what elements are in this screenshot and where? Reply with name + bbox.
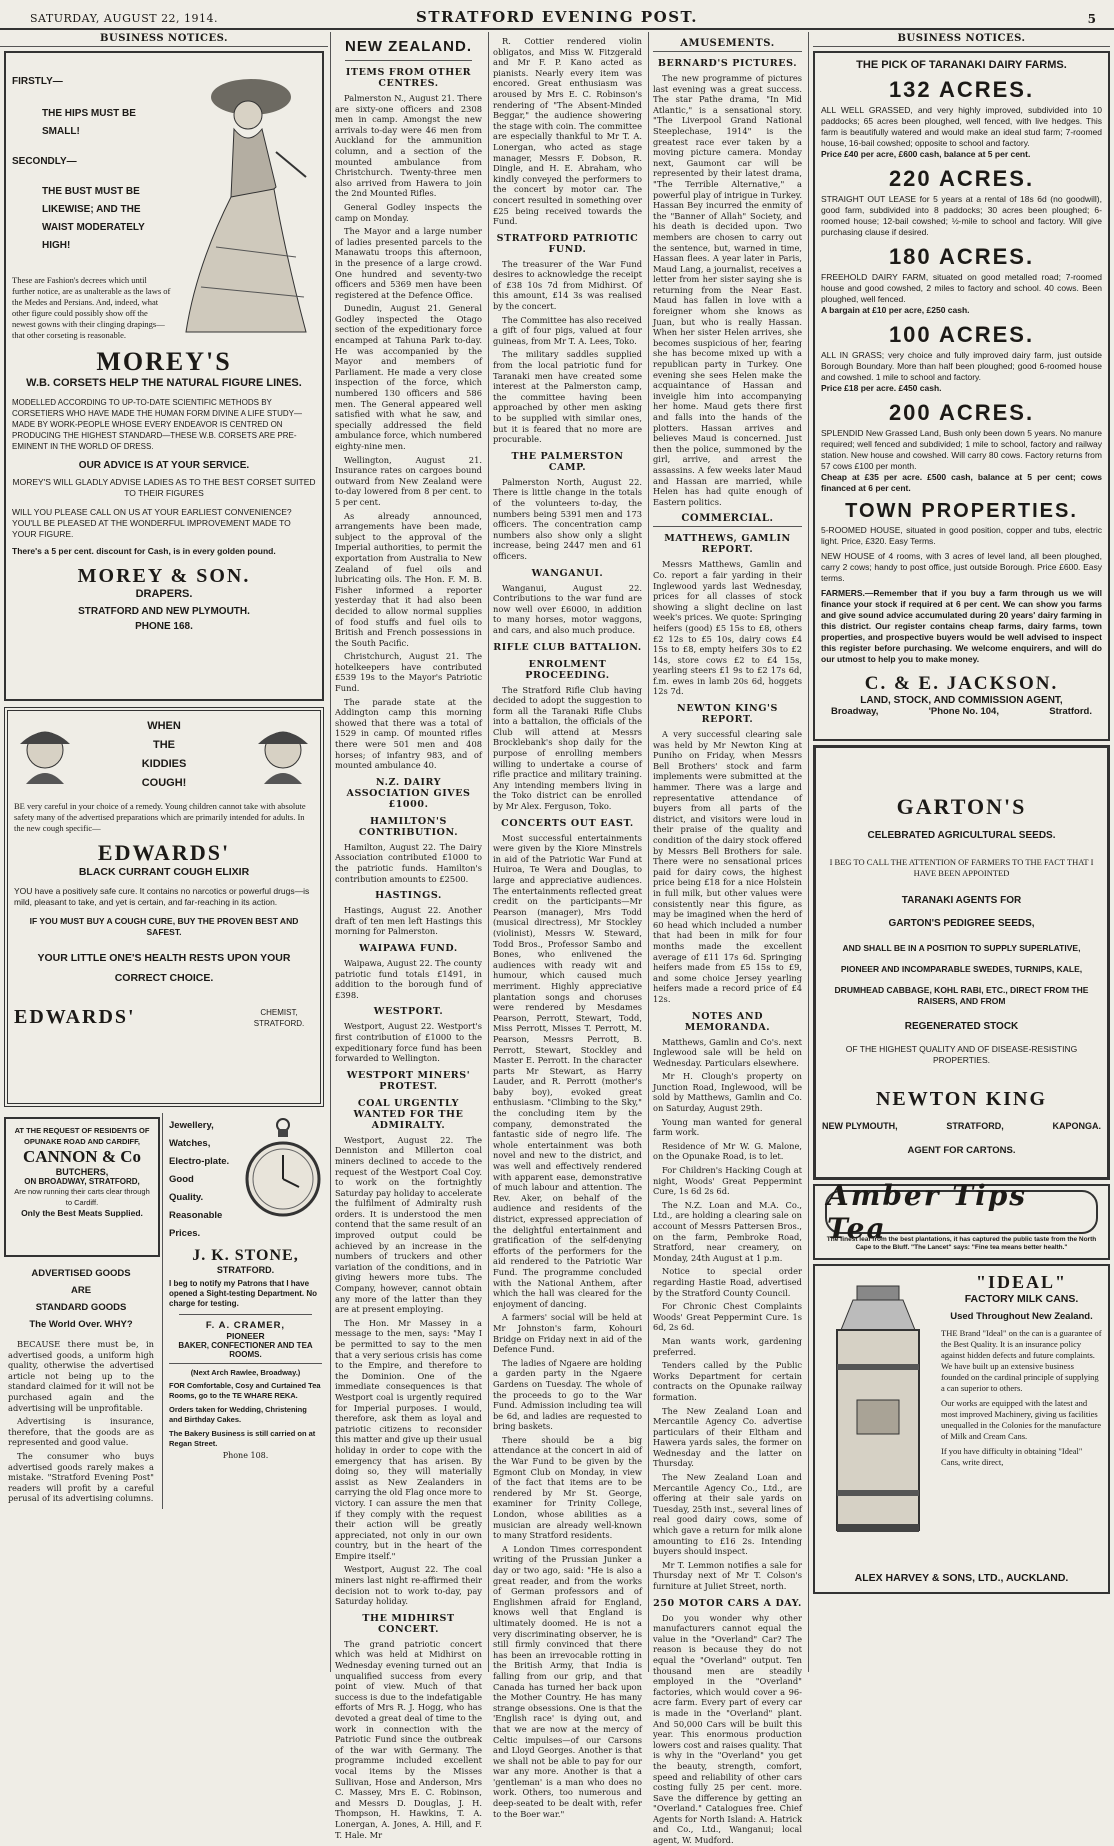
news-paragraph: Palmerston North, August 22. There is little change in the totals of the volunteers to-day, the numbers being 5391 men and 173 officers. The concentration camp numbers also show only a slight increase, being 2447 men and 61 officers. (493, 476, 642, 561)
adv-line3: STANDARD GOODS (35, 1302, 127, 1313)
news-paragraph: The military saddles supplied from the local patriotic fund for Taranaki men have created some interest at the Palmerston camp, the committee having been approached by other men asking to be supplied with similar ones, but it is feared that no more are procurable. (493, 349, 642, 445)
notes-memoranda-heading: NOTES AND MEMORANDA. (684, 1010, 771, 1033)
child-left-illustration (14, 724, 76, 786)
items-from-other-centres: ITEMS FROM OTHER CENTRES. (345, 67, 472, 89)
news-paragraph: Mr T. Lemmon notifies a sale for Thursday next of Mr T. Colson's furniture at Juliet Street, north. (653, 1559, 802, 1591)
cannon-name: CANNON & Co (22, 1147, 142, 1166)
cramer-location: (Next Arch Rawlee, Broadway.) (190, 1368, 301, 1377)
adv-line2: ARE (70, 1285, 92, 1296)
issue-date: SATURDAY, AUGUST 22, 1914. (30, 12, 219, 25)
cannon-request: AT THE REQUEST OF RESIDENTS OF OPUNAKE ROAD AND CARDIFF, (14, 1126, 150, 1146)
morey-call-text: WILL YOU PLEASE CALL ON US AT YOUR EARLIEST CONVENIENCE? YOU'LL BE PLEASED AT THE WONDERFUL IMPROVEMENT MADE TO YOUR FIGURE. (12, 507, 292, 539)
edwards-health: YOUR LITTLE ONE'S HEALTH RESTS UPON YOUR CORRECT CHOICE. (37, 952, 291, 984)
stone-reasonable: Reasonable (169, 1210, 223, 1221)
jackson-phone: 'Phone No. 104, (928, 706, 999, 717)
news-paragraph: The N.Z. Loan and M.A. Co., Ltd., are holding a clearing sale on account of Messrs Pattersen Bros., on the farm, Pembroke Road, Stratford, near creamery, on Monday, 24th August at 1 p.m. (653, 1199, 802, 1263)
morey-modelled-text: MODELLED ACCORDING TO UP-TO-DATE SCIENTIFIC METHODS BY CORSETIERS WHO HAVE MADE THE HUMAN FORM DIVINE A LIFE STUDY—MADE BY WORK-PEOPLE WHOSE EVERY ENDEAVOR IS CENTRED ON PRODUCING THE HIGHEST STANDARD—THESE W.B. CORSETS ARE PRE-EMINENT IN THE WORLD OF DRESS. (12, 398, 302, 451)
westport-miners-heading: WESTPORT MINERS' PROTEST. (346, 1069, 471, 1092)
edwards-safe-cure: YOU have a positively safe cure. It contains no narcotics or powerful drugs—is mild, pleasant to take, and yet is certain, and far-reaching in its action. (14, 886, 310, 907)
farm-price: Price £40 per acre, £600 cash, balance at 5 per cent. (821, 149, 1031, 159)
news-paragraph: General Godley inspects the camp on Monday. (335, 201, 482, 223)
news-paragraph: The Mayor and a large number of ladies presented parcels to the Manawatu troops this afternoon, in the presence of a large crowd. One hundred and seventy-two officers and 5369 men have been registered at the Defence Office. (335, 226, 482, 300)
cramer-phone: Phone 108. (222, 1451, 269, 1460)
morey-discount: There's a 5 per cent. discount for Cash, is in every golden pound. (12, 546, 276, 556)
news-paragraph: The Stratford Rifle Club having decided to adopt the suggestion to form all the Taranaki Rifle Clubs into a battalion, the officials of the Club will attend at Messrs Brocklebank's shop daily for the purpose of enrolling members willing to undertake a course of rifle practice and military training. Any intending members living in the Toko district can be enrolled by Mr Alex. Ferguson, Toko. (493, 684, 642, 812)
ideal-milk-cans-advert (813, 1264, 1110, 1594)
adv-line1: ADVERTISED GOODS (31, 1268, 131, 1279)
news-paragraph: Waipawa, August 22. The county patriotic fund totals £1491, in addition to the borough fund of £398. (335, 957, 482, 1000)
news-paragraph: The new programme of pictures last evening was a great success. The star Pathe drama, "In Mid Atlantic," is a sensational story. "The Liverpool Grand National Steeplechase, 1914" is the greatest race ever taken by a moving picture camera. Monday next, Gaumont car will be represented by their latest drama, "The Terrible Alternative," a powerful play of intrigue in Turkey. Hassan Bey incurred the enmity of the "Banner of Allah" Society, and his death is decided upon. Two members are chosen to carry out the sentence, but, warned in time, Hassan flees. A year later in Paris, Maud Lang, a journalist, receives a letter from her sister saying she is returning from the Near East. Maud has fallen in love with a foreigner whom she knows as Juan, but who is really Hassan. When her sister Helen arrives, she becomes suspicious of her, fearing she has become mixed up with a republican party in Turkey. One evening she sees Helen make the acquaintance of Hassan and inveigle him into accompanying her home. Maud gets there first and falls into the hands of the plotters. Hassan arrives and believes Maud is concerned. Just then the police, summoned by the girl, arrive, and arrest the assassins. A few weeks later Maud and Hassan are married, while Helen has had quite enough of Eastern politics. (653, 73, 802, 507)
edwards-when: WHEN (147, 720, 181, 732)
ideal-used: Used Throughout New Zealand. (950, 1311, 1093, 1322)
column-patriotic-news (488, 32, 646, 1819)
news-paragraph: The Committee has also received a gift of four pigs, valued at four guineas, from Mr T. A. Lees, Toko. (493, 314, 642, 346)
stone-good: Good (169, 1174, 194, 1185)
news-paragraph: Mr H. Clough's property on Junction Road, Inglewood, will be sold by Matthews, Gamlin and Co. on Saturday, August 29th. (653, 1071, 802, 1114)
morey-advise-ladies: MOREY'S WILL GLADLY ADVISE LADIES AS TO THE BEST CORSET SUITED TO THEIR FIGURES (12, 477, 316, 498)
cramer-baker-advert (169, 1320, 322, 1460)
adv-consumer: The consumer who buys advertised goods rarely makes a mistake. "Stratford Evening Post" readers will profit by a careful perusal of its advertising columns. (8, 1450, 154, 1504)
edwards-intro: BE very careful in your choice of a remedy. Young children cannot take with absolute safety many of the advertised preparations which are primarily intended for adults. In the new cough specific— (14, 801, 306, 833)
news-paragraph: The New Zealand Loan and Mercantile Agency Co., Ltd., are offering at their sale yards on Tuesday, 25th inst., several lines of real good dairy cows, some of which gave a return for milk alone amounting to £16 2s. Intending buyers should inspect. (653, 1472, 802, 1557)
newton-king-stratford: STRATFORD, (946, 1121, 1004, 1131)
jackson-farms-advert (813, 51, 1110, 741)
cramer-name: F. A. CRAMER, (205, 1320, 286, 1331)
column-new-zealand (330, 32, 486, 1840)
edwards-the: THE (153, 739, 175, 751)
farm-acres: 200 ACRES. (888, 400, 1035, 425)
page-number: 5 (1087, 12, 1096, 26)
section-new-zealand: NEW ZEALAND. (345, 38, 472, 55)
news-paragraph: Wellington, August 21. Insurance rates on cargoes bound outward from New Zealand were to-day lowered from 8 per cent. to 5 per cent. (335, 454, 482, 507)
motor-cars-heading: 250 MOTOR CARS A DAY. (653, 1597, 802, 1609)
morey-line-secondly: SECONDLY— (12, 156, 77, 167)
edwards-footer-brand: EDWARDS' (14, 1006, 136, 1028)
stone-jewellery: Jewellery, (169, 1120, 214, 1131)
garton-intro: I BEG TO CALL THE ATTENTION OF FARMERS TO THE FACT THAT I HAVE BEEN APPOINTED (829, 857, 1094, 878)
news-paragraph: Hamilton, August 22. The Dairy Association contributed £1000 to the patriotic funds. Hamilton's contribution amounts to £2500. (335, 841, 482, 884)
ideal-maker: ALEX HARVEY & SONS, LTD., AUCKLAND. (854, 1572, 1069, 1584)
matthews-gamlin-heading: MATTHEWS, GAMLIN REPORT. (664, 533, 791, 556)
edwards-chemist: CHEMIST, STRATFORD. (253, 1007, 305, 1028)
farms-title: THE PICK OF TARANAKI DAIRY FARMS. (856, 59, 1067, 71)
news-paragraph: The grand patriotic concert which was held at Midhirst on Wednesday evening turned out an unqualified success from every point of view. Much of that success is due to the indefatigable efforts of Mrs R. J. Hogg, who has devoted a great deal of time to the work in connection with the Patriotic Fund since the outbreak of the war with Germany. The programme included excellent vocal items by the Misses Sullivan, Hose and Anderson, Mrs C. Massey, Mrs E. C. Robinson, and Messrs D. Douglas, J. H. Thompson, H. Hawkins, T. A. Lonergan, A. Jones, A. Hill, and F. T. Hale. Mr (335, 1638, 482, 1840)
amber-brand: Amber Tips Tea (827, 1179, 1028, 1245)
edwards-buy-proven: IF YOU MUST BUY A COUGH CURE, BUY THE PROVEN BEST AND SAFEST. (29, 916, 299, 937)
news-paragraph: Man wants work, gardening preferred. (653, 1335, 802, 1357)
coal-wanted-heading: COAL URGENTLY WANTED FOR THE ADMIRALTY. (353, 1097, 464, 1131)
news-paragraph: There should be a big attendance at the concert in aid of the War Fund to be given by the Egmont Club on Monday, in view of the fact that items are to be rendered by Mr St. George, examiner for Trinity College, London, whose abilities as a musician are already well-known to many Stratford residents. (493, 1434, 642, 1541)
ideal-works: Our works are equipped with the latest and most improved Machinery, giving us facilities unequalled in the Colonies for the manufacture of Milk and Cream Cans. (941, 1398, 1102, 1441)
newton-king-newplymouth: NEW PLYMOUTH, (822, 1121, 898, 1131)
concerts-out-east-heading: CONCERTS OUT EAST. (501, 817, 634, 829)
farm-description: FREEHOLD DAIRY FARM, situated on good metalled road; 7-roomed house and good cowshed, 2 miles to factory and school. 40 cows. Been ploughed, well fenced. (821, 272, 1102, 304)
news-paragraph: Dunedin, August 21. General Godley inspected the Otago section of the expeditionary force encamped at Tahuna Park to-day. He was accompanied by the Mayor and members of Parliament. He made a very close inspection of the force, which numbered 130 officers and 586 men. The General appeared well satisfied with what he saw, and specially addressed the field ambulance force, which numbered eighty-nine men. (335, 303, 482, 451)
stone-cramer-adverts (162, 1113, 328, 1509)
town-property: NEW HOUSE of 4 rooms, with 3 acres of level land, all been ploughed, carry 2 cows; handy to post office, just outside Borough. Price £600. Easy terms. (821, 551, 1102, 583)
farmers-notice: FARMERS.—Remember that if you buy a farm through us we will finance your stock if required at 6 per cent. We can show you farms and give sound advice accumulated during 20 years' dairy farming in this district. Our register contains cheap farms, dairy farms, town properties, and prospective buyers would be well advised to inspect this register before purchasing. We welcome enquirers, and will do our utmost to help you to make money. (821, 588, 1102, 664)
jackson-role: LAND, STOCK, AND COMMISSION AGENT, (860, 695, 1063, 706)
garton-agents: TARANAKI AGENTS FOR (901, 895, 1022, 906)
cramer-pioneer: PIONEER (226, 1331, 265, 1341)
garton-seeds-advert (813, 745, 1110, 1180)
morey-corset-advert (4, 51, 324, 701)
town-properties-title: TOWN PROPERTIES. (845, 500, 1078, 522)
hastings-heading: HASTINGS. (375, 890, 442, 902)
adv-line4: The World Over. WHY? (29, 1319, 133, 1330)
garton-cabbage: DRUMHEAD CABBAGE, KOHL RABI, ETC., DIRECT FROM THE RAISERS, AND FROM (834, 985, 1089, 1006)
edwards-cough: COUGH! (141, 777, 187, 789)
ideal-guarantee: THE Brand "Ideal" on the can is a guarantee of the Best Quality. It is an insurance policy against hidden defects and future complaints. We have built up an extensive business founded on the cardinal principle of supplying a can superior to others. (941, 1328, 1102, 1393)
edwards-cough-advert (4, 707, 324, 1107)
jackson-address: Broadway, (831, 706, 879, 717)
column-business-notices-left (0, 32, 328, 1672)
news-paragraph: Palmerston N., August 21. There are sixty-one officers and 2308 men in camp. Amongst the new arrivals to-day were 46 men from Auckland for the ammunition column, and a section of the mounted ambulance from Christchurch. Twenty-three men also arrived from Hawera to join the 2nd Mounted Rifles. (335, 93, 482, 199)
news-paragraph: Tenders called by the Public Works Department for certain contracts on the Opunake railway formation. (653, 1360, 802, 1402)
news-paragraph: Wanganui, August 22. Contributions to the war fund are now well over £6000, in addition to many horses, motor waggons, and cars, and also much produce. (493, 582, 642, 635)
cramer-trade: BAKER, CONFECTIONER AND TEA ROOMS. (178, 1341, 313, 1359)
garton-quality: OF THE HIGHEST QUALITY AND OF DISEASE-RESISTING PROPERTIES. (845, 1044, 1078, 1065)
milk-can-illustration (823, 1280, 933, 1540)
stone-prices: Prices. (169, 1228, 201, 1239)
farm-acres: 180 ACRES. (888, 244, 1035, 269)
news-paragraph: The parade state at the Addington camp this morning showed that there was a total of 1529 in camp. Of mounted rifles there were 501 men and 408 horses; of infantry 983, and of mounted ambulance 40. (335, 696, 482, 771)
cramer-orders: Orders taken for Wedding, Christening and Birthday Cakes. (169, 1405, 307, 1424)
news-paragraph: Most successful entertainments were given by the Kiore Minstrels in aid of the Patriotic War Fund at Huiroa, Te Wera and Douglas, to large and appreciative audiences. The entertainments reflected great credit on the participants—Mr Pearson (manager), Mrs Todd (musical directress), Mr Stockley (violinist), Messrs W. Steward, Todd Bros., Professor Sambo and Bones, who enlivened the audiences with ready wit and humour, which caused much merriment. Highly appreciative plantation songs and choruses were rendered by Mesdames Pearson, Perrott, Stewart, Todd, Miss Perrott, Misses T. Perrott, M. Pearson, Messrs Perrott, B. Perrott, Stewart, Stockley and Master E. Perrott. In the character parts Mr Stewart, as Harry Lauder, and R. Perrott (mother's baby boy), evoked great enthusiasm. "Climbing to the Sky," the concluding item by the company, demonstrated the fantastic side of negro life. The whole entertainment was both novel and new to the district, and was well and effectively rendered with apparent ease, demonstrative of much labour and attention. The Rev. Aker, on behalf of the audience and residents of the district, expressed appreciation of the delightful entertainment and gratification of the self-denying efforts of the performers for the aid rendered to the Patriotic War Fund. The programme concluded with the National Anthem, after which the hall was cleared for the enjoyment of dancing. (493, 832, 642, 1309)
jackson-town: Stratford. (1049, 706, 1092, 717)
news-paragraph: Westport, August 22. The Denniston and Millerton coal miners declined to accede to the request of the Westport Coal Coy. to work on the fortnightly Saturday pay holiday to accelerate the fulfilment of Admiralty rush orders. It is understood the men contend that the same result of an improved output could be achieved by an increase in the numbers of truckers and other variation of the conditions, and in giving hewers more tubs. The Company, however, cannot obtain any more of the latter than they are at present employing. (335, 1134, 482, 1315)
cannon-best-meats: Only the Best Meats Supplied. (21, 1208, 143, 1218)
town-property: 5-ROOMED HOUSE, situated in good position, copper and tubs, electric light. Price, £320. Easy Terms. (821, 525, 1102, 546)
cannon-carts: Are now running their carts clear through to Cardiff. (14, 1187, 150, 1207)
newton-king-title: NEWTON KING (875, 1088, 1048, 1110)
garton-subtitle: CELEBRATED AGRICULTURAL SEEDS. (867, 830, 1056, 841)
stone-jeweller-advert (169, 1117, 322, 1309)
morey-firm: MOREY & SON. (77, 565, 251, 587)
farm-price: A bargain at £10 per acre, £250 cash. (821, 305, 970, 315)
stone-watches: Watches, (169, 1138, 211, 1149)
adv-because: BECAUSE there must be, in advertised goods, a uniform high quality, otherwise the advertised article not being up to the standard claimed for it will not be purchased again and the advertising will be unprofitable. (8, 1339, 154, 1413)
morey-brand: MOREY'S (96, 347, 232, 376)
news-paragraph: As already announced, arrangements have been made, subject to the approval of the Imperial authorities, to permit the exportation from Australia to New Zealand of fuel oils and lubricating oils. The Hon. F. M. B. Fisher informed a reporter yesterday that it had also been decided to allow normal supplies of food stuffs and fuel oils to British and French possessions in the South Pacific. (335, 510, 482, 648)
morey-slogan: W.B. CORSETS HELP THE NATURAL FIGURE LINES. (26, 377, 302, 389)
stone-electroplate: Electro-plate. (169, 1156, 230, 1167)
ideal-title: "IDEAL" (975, 1272, 1067, 1292)
adv-insurance: Advertising is insurance, therefore, that the goods are as represented and good value. (8, 1416, 154, 1448)
newton-king-kaponga: KAPONGA. (1052, 1121, 1101, 1131)
ideal-write: If you have difficulty in obtaining "Ideal" Cans, write direct, (941, 1446, 1083, 1467)
news-paragraph: The Hon. Mr Massey in a message to the men, says: "May I be permitted to say to the men that a very serious crisis has come to the Empire, and therefore to the Dominion. One of the immediate consequences is that Westport coal is urgently required for Imperial purposes. I would, therefore, ask them as loyal and patriotic citizens to reconsider this matter and give up their usual holiday in order to cope with the emergency that has arisen. By doing so, they will materially assist as New Zealanders in carrying the old Flag once more to victory. I can assure the men that if they comply with the request their action will be greatly appreciated, not only in our own country, but in the heart of the Empire itself." (335, 1317, 482, 1561)
column-business-notices-right (808, 32, 1114, 1672)
news-paragraph: Westport, August 22. Westport's first contribution of £1000 to the expeditionary force fund has been forwarded to Wellington. (335, 1021, 482, 1064)
farm-description: ALL WELL GRASSED, and very highly improved, subdivided into 10 paddocks; 65 acres been ploughed, well fenced, with live hedges. This farm is beautifully watered and would make an ideal stud farm; 7-roomed house, 16-bail cowshed; opposite to school and factory. (821, 105, 1102, 148)
farm-description: STRAIGHT OUT LEASE for 5 years at a rental of 18s 6d (no goodwill), good farm, subdivided into 8 paddocks; 30 acres been ploughed; 6-roomed house; 12-bail cowshed; ½-mile to school and factory. Will give purchasing clause if desired. (821, 194, 1102, 237)
edwards-product: BLACK CURRANT COUGH ELIXIR (78, 866, 250, 878)
stone-sight-testing: I beg to notify my Patrons that I have opened a Sight-testing Department. No charge for testing. (169, 1279, 318, 1308)
news-paragraph: The ladies of Ngaere are holding a garden party in the Ngaere Gardens on Tuesday. The whole of the proceeds to go to the War Fund. Admission including tea will be 6d, and ladies are requested to bring baskets. (493, 1357, 642, 1432)
edwards-brand: EDWARDS' (97, 840, 231, 865)
amber-tagline: The finest leaf from the best plantations, it has captured the public taste from the North Cape to the Bluff. "The Lancet" says: "Fine tea means better health." (826, 1236, 1097, 1251)
hamilton-heading: HAMILTON'S CONTRIBUTION. (358, 815, 459, 838)
news-paragraph: R. Cottier rendered violin obligatos, and Miss W. Fitzgerald and Mr F. P. Kano acted as pianists. Nearly every item was encored. Great enthusiasm was aroused by Mrs E. C. Robinson's rendering of "The Absent-Minded Beggar," the audience showering the stage with coin. The committee are especially thankful to Mr T. A. Lonergan, who acted as stage manager, Messrs F. Dobson, R. Dingle, and H. E. Abraham, who kindly conveyed the performers to the concert by motor car. The concert resulted in something over £25 being received towards the Fund. (493, 36, 642, 227)
garton-regenerated: REGENERATED STOCK (904, 1021, 1019, 1032)
cramer-bakery: The Bakery Business is still carried on at Regan Street. (169, 1429, 316, 1448)
midhirst-concert-heading: THE MIDHIRST CONCERT. (362, 1612, 455, 1635)
news-paragraph: A very successful clearing sale was held by Mr Newton King at Puniho on Friday, when Messrs Bell Brothers' stock and farm implements were submitted at the hammer. There was a large and representative attendance of buyers from all parts of the district, and visitors were loud in their praise of the quality and condition of the dairy stock offered by Messrs Bell Brothers for sale. There were no sensational prices paid for dairy cows, the highest price being £18 for a nice Holstein in full milk, but other values were consistently near this figure, as may be imagined when the herd of 60 head which included a number that had been in milk for four months made the excellent average of £11 17s 6d. Springing heifers made from £5 15s to £9, and some choice Jersey yearling heifers made a record price of £4 12s. (653, 729, 802, 1004)
news-paragraph: Westport, August 22. The coal miners last night re-affirmed their decision not to work to-day, pay Saturday holiday. (335, 1564, 482, 1607)
farm-acres: 100 ACRES. (888, 322, 1035, 347)
amusements-heading: AMUSEMENTS. (653, 38, 802, 52)
morey-address: STRATFORD AND NEW PLYMOUTH. (78, 606, 250, 617)
commercial-heading: COMMERCIAL. (653, 513, 802, 527)
garton-title: GARTON'S (896, 794, 1027, 819)
news-paragraph: For Children's Hacking Cough at night, Woods' Great Peppermint Cure, 1s 6d 2s 6d. (653, 1165, 802, 1197)
news-paragraph: Matthews, Gamlin and Co's. next Inglewood sale will be held on Wednesday. Particulars elsewhere. (653, 1036, 802, 1068)
palmerston-camp-heading: THE PALMERSTON CAMP. (511, 450, 624, 473)
stratford-patriotic-fund-heading: STRATFORD PATRIOTIC FUND. (496, 232, 639, 255)
news-paragraph: A farmers' social will be held at Mr Johnston's farm, Kohouri Bridge on Friday next in aid of the Defence Fund. (493, 1312, 642, 1355)
farm-acres: 132 ACRES. (888, 77, 1035, 102)
morey-line-hips: THE HIPS MUST BE SMALL! (42, 108, 136, 137)
amber-tips-tea-advert (813, 1179, 1110, 1260)
news-paragraph: Hastings, August 22. Another draft of ten men left Hastings this morning for Palmerston. (335, 905, 482, 937)
garton-pedigree: GARTON'S PEDIGREE SEEDS, (888, 918, 1035, 929)
pocket-watch-icon (244, 1117, 322, 1227)
child-right-illustration (252, 724, 314, 786)
stone-quality: Quality. (169, 1192, 204, 1203)
lady-illustration (156, 57, 326, 337)
morey-phone: PHONE 168. (135, 621, 193, 632)
news-paragraph: Notice to special order regarding Hastie Road, advertised by the Stratford County Council. (653, 1266, 802, 1298)
morey-trade: DRAPERS. (135, 588, 193, 600)
farm-acres: 220 ACRES. (888, 166, 1035, 191)
news-paragraph: For Chronic Chest Complaints Woods' Great Peppermint Cure. 1s 6d, 2s 6d. (653, 1301, 802, 1333)
news-paragraph: Young man wanted for general farm work. (653, 1116, 802, 1138)
cannon-trade: BUTCHERS, (55, 1167, 109, 1177)
edwards-kiddies: KIDDIES (141, 758, 187, 770)
news-paragraph: Do you wonder why other manufacturers cannot equal the value in the "Overland" Car? The reason is because they do not equal the "Overland" output. Ten thousand men are steadily employed in the "Overland" factories, which would cover a 96-acre farm. Every part of every car is made in the "Overland" plant. And 50,000 Cars will be built this year. This enormous production lowers cost and raises quality. That is why in the "Overland" you get the beauty, strength, comfort, speed and reliability of other cars costing fully 25 per cent. more. Save the difference by getting an "Overland." Catalogues free. Chief Agents for North Island: A. Hatrick and Co., Ltd., Wanganui; local agent, W. Mudford. (653, 1612, 802, 1846)
morey-line-firstly: FIRSTLY— (12, 76, 63, 87)
cramer-tea-rooms: FOR Comfortable, Cosy and Curtained Tea Rooms, go to the TE WHARE REKA. (169, 1381, 321, 1400)
column-amusements-commercial (648, 32, 806, 1846)
news-paragraph: Messrs Matthews, Gamlin and Co. report a fair yarding in their Inglewood yards last Wednesday, prices for all classes of stock showing a slight decline on last week's prices. We quote: Springing heifers (good) £5 15s to £8, others £2 12s to £5 10s, dairy cows £4 15s to £8, empty heifers 30s to £2 14s, store cows £2 to £4 15s, yearling steers £1 9s to £2 17s 6d, f.m. ewes in lamb 20s 6d, hoggets 12s 7d. (653, 559, 802, 697)
rifle-club-heading: RIFLE CLUB BATTALION. (493, 641, 642, 653)
farm-price: Price £18 per acre. £450 cash. (821, 383, 942, 393)
morey-line-bust: THE BUST MUST BE LIKEWISE; AND THE WAIST MODERATELY HIGH! (42, 186, 145, 251)
newton-king-agent: AGENT FOR CARTONS. (907, 1145, 1016, 1156)
bernards-pictures-heading: BERNARD'S PICTURES. (657, 58, 798, 69)
enrolment-heading: ENROLMENT PROCEEDING. (525, 658, 610, 681)
news-paragraph: A London Times correspondent writing of the Prussian Junker a day or two ago, said: "He is also a great reader, and from the works of German professors and of Englishmen afraid for England, knows well that England is ultimately doomed. He is not a very discriminating observer, he is still firmly convinced that there has been an irrevocable rotting in the British Army, that India is falling from our grip, and that Canada has turned her back upon the Mother Country. He has many strange obsessions. One is that the 'English race' is dying out, and that we are now at the mercy of Celtic impulses—of our Carsons and Lloyd Georges. Another is that we shall not be able to pay for our war any more. Another is that a 'gentleman' is a man who does no work. Others, too numerous and deep-seated to be dealt with, refer to the Boer war." (493, 1543, 642, 1819)
column-heading: BUSINESS NOTICES. (813, 32, 1110, 47)
wanganui-heading: WANGANUI. (531, 567, 604, 579)
garton-swedes: PIONEER AND INCOMPARABLE SWEDES, TURNIPS, KALE, (840, 964, 1083, 974)
farm-description: ALL IN GRASS; very choice and fully improved dairy farm, just outside Borough Boundary. More than half been ploughed; good 6-roomed house and cowshed. 1 mile to school and factory. (821, 350, 1102, 382)
stone-name: J. K. STONE, (192, 1247, 299, 1264)
advertised-goods-notice (0, 1263, 162, 1509)
waipawa-heading: WAIPAWA FUND. (359, 942, 458, 954)
masthead (0, 0, 1114, 30)
news-paragraph: Residence of Mr W. G. Malone, on the Opunake Road, is to let. (653, 1140, 802, 1162)
ideal-subtitle: FACTORY MILK CANS. (964, 1293, 1079, 1305)
cannon-butchers-advert (4, 1117, 160, 1257)
news-paragraph: The New Zealand Loan and Mercantile Agency Co. advertise particulars of their Eltham and Hawera yards sales, the former on Wednesday and the latter on Thursday. (653, 1405, 802, 1469)
morey-fashion-text: These are Fashion's decrees which until further notice, are as unalterable as the laws of the Medes and Persians. And, indeed, what other figure could possibly show off the newest gowns with their clinging drapings—that other corseting is reasonable. (12, 275, 171, 340)
morey-advice: OUR ADVICE IS AT YOUR SERVICE. (78, 460, 250, 471)
news-paragraph: Christchurch, August 21. The hotelkeepers have contributed £539 19s to the Mayor's Patriotic Fund. (335, 651, 482, 694)
news-paragraph: The treasurer of the War Fund desires to acknowledge the receipt of £38 10s 7d from Midhirst. Of this amount, £14 3s was realised by the concert. (493, 258, 642, 312)
farm-price: Cheap at £35 per acre. £500 cash, balance at 5 per cent; cows financed at 6 per cent. (821, 472, 1102, 493)
column-heading: BUSINESS NOTICES. (0, 32, 328, 47)
garton-supply: AND SHALL BE IN A POSITION TO SUPPLY SUPERLATIVE, (842, 943, 1081, 953)
westport-heading: WESTPORT. (373, 1006, 444, 1018)
newton-king-report-heading: NEWTON KING'S REPORT. (677, 703, 778, 726)
newspaper-title: STRATFORD EVENING POST. (416, 8, 698, 26)
jackson-firm: C. & E. JACKSON. (864, 673, 1059, 694)
farm-description: SPLENDID New Grassed Land, Bush only been down 5 years. No manure required; well fenced and subdivided; 1 mile to school, factory and railway station. New house and cowshed. Will carry 80 cows. Factory returns from 57 cows £100 per month. (821, 428, 1102, 471)
stone-town: STRATFORD. (216, 1265, 275, 1275)
dairy-association-heading: N.Z. DAIRY ASSOCIATION GIVES £1000. (346, 776, 471, 810)
cannon-address: ON BROADWAY, STRATFORD, (24, 1177, 140, 1186)
